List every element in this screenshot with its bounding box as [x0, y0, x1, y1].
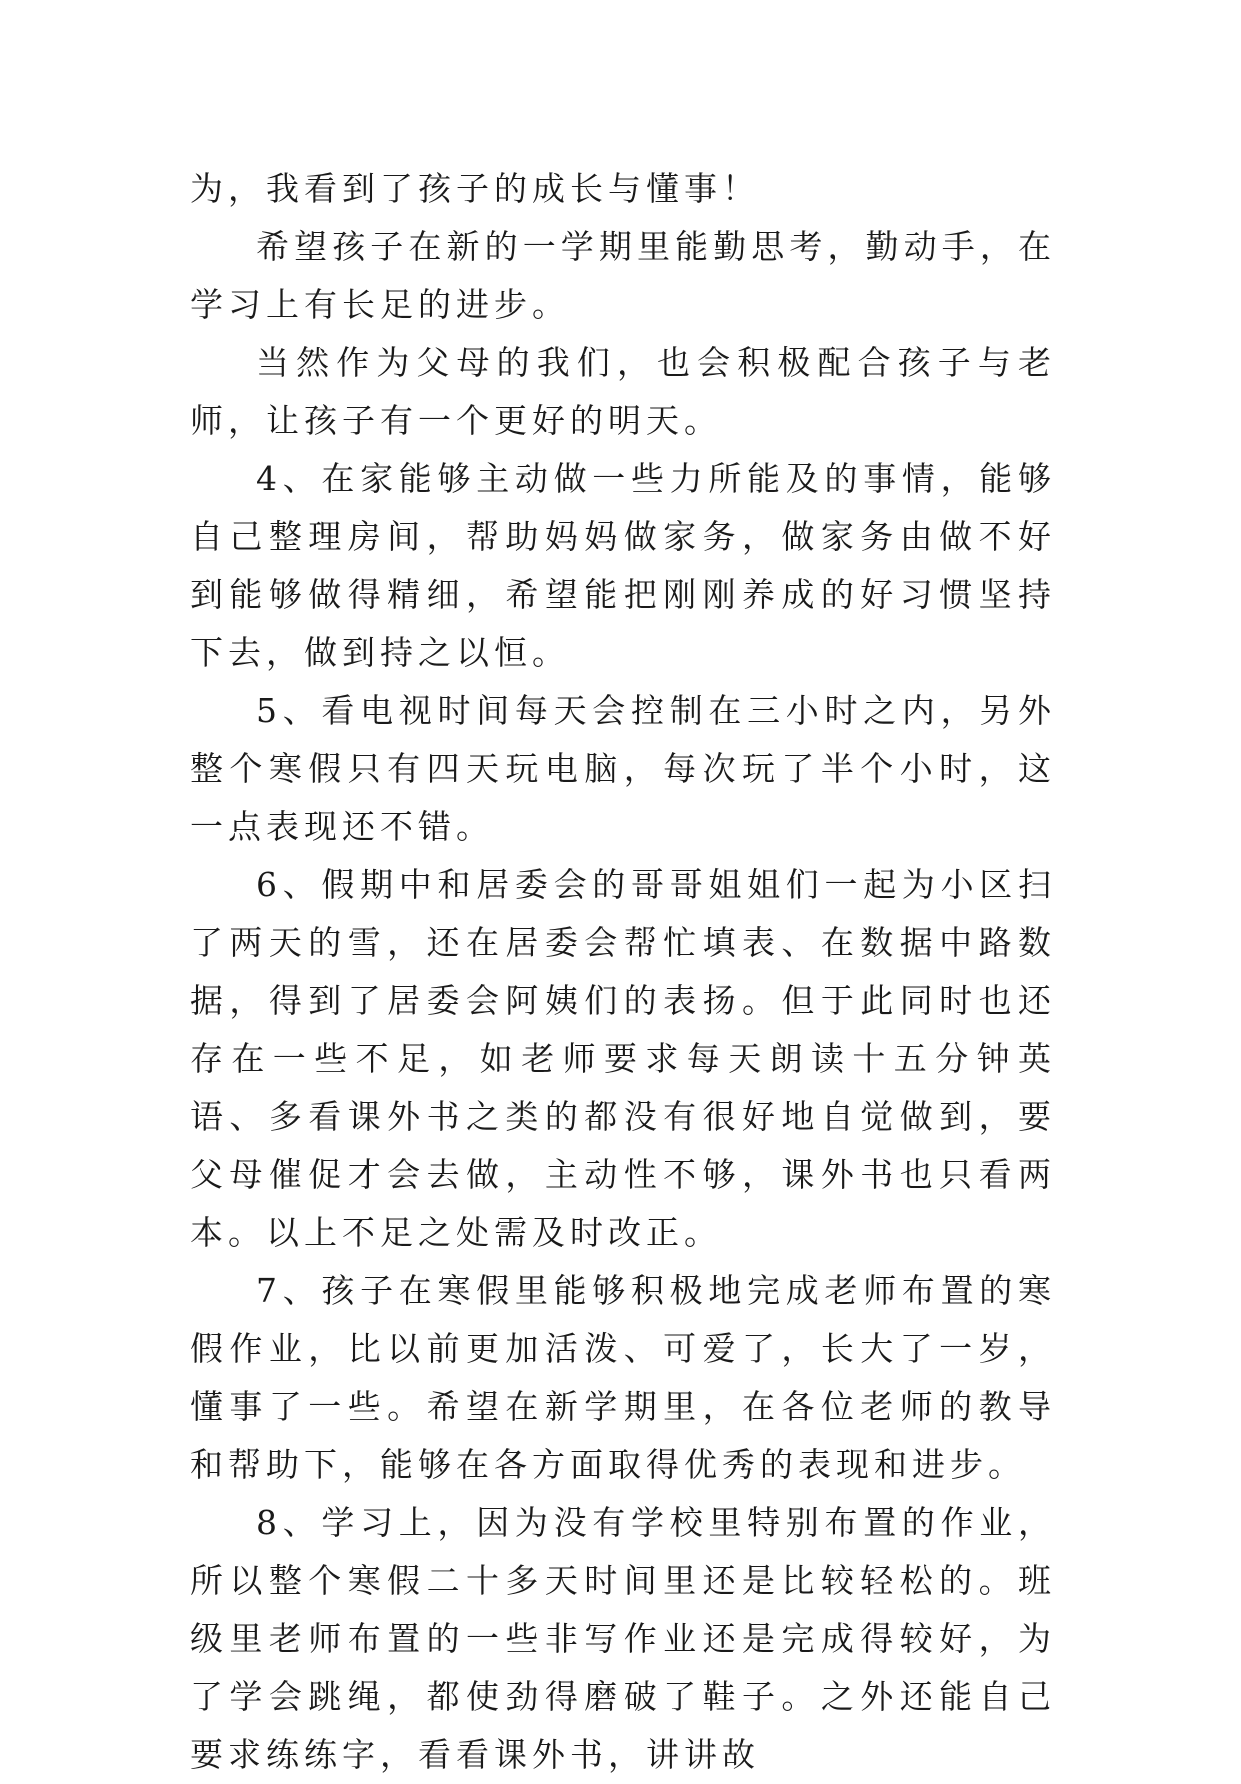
body-text [190, 160, 1056, 1784]
paragraph-8: 8、学习上，因为没有学校里特别布置的作业，所以整个寒假二十多天时间里还是比较轻松的。班级里老师布置的一些非写作业还是完成得较好，为了学会跳绳，都使劲得磨破了鞋子。之外还能自己要求练练字，看看课外书，讲讲故 [190, 1503, 1056, 1774]
paragraph-3: 当然作为父母的我们，也会积极配合孩子与老师，让孩子有一个更好的明天。 [190, 343, 1056, 440]
paragraph-4: 4、在家能够主动做一些力所能及的事情，能够自己整理房间，帮助妈妈做家务，做家务由做不好到能够做得精细，希望能把刚刚养成的好习惯坚持下去，做到持之以恒。 [190, 459, 1056, 672]
paragraph-6: 6、假期中和居委会的哥哥姐姐们一起为小区扫了两天的雪，还在居委会帮忙填表、在数据中路数据，得到了居委会阿姨们的表扬。但于此同时也还存在一些不足，如老师要求每天朗读十五分钟英语、多看课外书之类的都没有很好地自觉做到，要父母催促才会去做，主动性不够，课外书也只看两本。以上不足之处需及时改正。 [190, 865, 1056, 1252]
paragraph-7: 7、孩子在寒假里能够积极地完成老师布置的寒假作业，比以前更加活泼、可爱了，长大了一岁，懂事了一些。希望在新学期里，在各位老师的教导和帮助下，能够在各方面取得优秀的表现和进步。 [190, 1271, 1056, 1484]
paragraph-5: 5、看电视时间每天会控制在三小时之内，另外整个寒假只有四天玩电脑，每次玩了半个小时，这一点表现还不错。 [190, 691, 1056, 846]
paragraph-1: 为，我看到了孩子的成长与懂事！ [190, 169, 760, 208]
paragraph-2: 希望孩子在新的一学期里能勤思考，勤动手，在学习上有长足的进步。 [190, 227, 1056, 324]
